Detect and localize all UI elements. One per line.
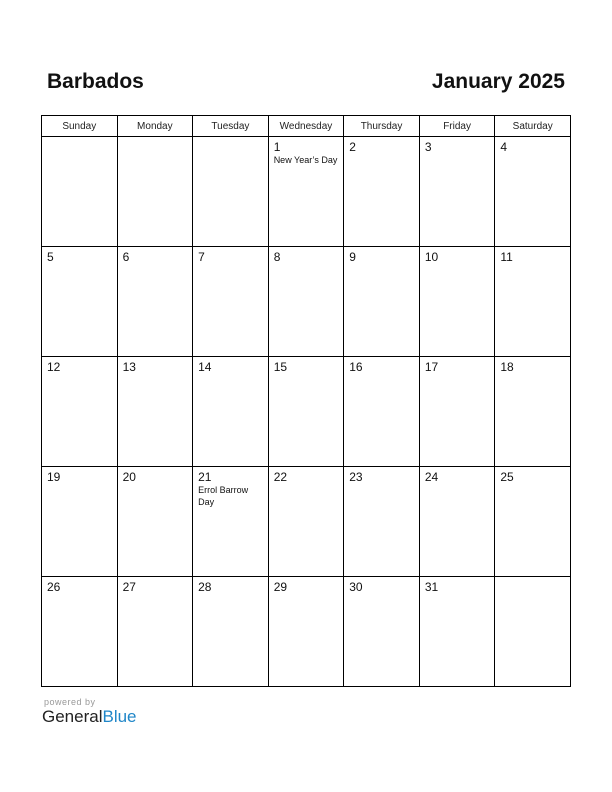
weekday-wednesday: Wednesday [268,116,344,137]
day-number: 16 [349,360,363,374]
day-cell [344,357,420,467]
day-cell [344,137,420,247]
day-cell [495,137,571,247]
day-number: 10 [424,250,439,264]
weekday-monday: Monday [117,116,193,137]
day-cell [344,247,420,357]
day-cell [117,467,193,577]
day-number: 6 [122,250,130,264]
day-number: 17 [424,360,439,374]
day-number: 25 [500,470,514,484]
day-number: 26 [47,580,61,594]
brand-blue-text: Blue [102,707,137,726]
day-cell [193,247,269,357]
day-number: 29 [273,580,288,594]
day-number: 24 [424,470,439,484]
day-number: 21 [198,470,212,484]
week-row [42,137,571,247]
day-number: 27 [122,580,136,594]
weekday-sunday: Sunday [42,116,118,137]
day-cell [193,137,269,247]
day-cell [268,577,344,687]
day-number: 14 [198,360,212,374]
day-number: 4 [500,140,508,154]
day-number: 31 [424,580,439,594]
weekday-header-row [42,116,571,137]
day-cell [117,247,193,357]
week-row [42,467,571,577]
day-number: 11 [500,250,513,264]
weekday-thursday: Thursday [344,116,420,137]
day-cell [495,247,571,357]
day-cell [344,577,420,687]
day-cell [42,247,118,357]
weekday-tuesday: Tuesday [193,116,269,137]
day-cell [193,467,269,577]
week-row [42,357,571,467]
day-cell [42,467,118,577]
day-cell [42,357,118,467]
day-number: 3 [424,140,432,154]
day-cell [419,357,495,467]
day-number: 8 [273,250,281,264]
day-number: 30 [349,580,363,594]
day-cell [495,467,571,577]
day-number: 5 [47,250,54,264]
day-cell [344,467,420,577]
holiday-label: New Year’s Day [273,155,338,165]
day-number: 1 [273,140,281,154]
calendar-body [42,137,571,687]
day-number: 12 [47,360,61,374]
generalblue-logo [42,707,137,727]
weekday-saturday: Saturday [495,116,571,137]
brand-general-text: General [42,707,103,726]
day-number: 7 [198,250,205,264]
day-cell [419,577,495,687]
powered-by-label: powered by [44,697,96,707]
day-cell [495,357,571,467]
day-number: 20 [122,470,136,484]
day-number: 22 [273,470,288,484]
week-row [42,577,571,687]
day-cell [419,467,495,577]
month-title: January 2025 [431,70,565,93]
day-cell [117,137,193,247]
day-cell [419,137,495,247]
day-number: 15 [273,360,288,374]
country-title: Barbados [47,70,144,93]
day-cell [419,247,495,357]
week-row [42,247,571,357]
day-cell [268,137,344,247]
day-cell [117,357,193,467]
calendar-grid [41,115,571,687]
day-cell [268,467,344,577]
day-cell [193,577,269,687]
day-number: 9 [349,250,356,264]
day-cell [193,357,269,467]
day-number: 2 [349,140,356,154]
day-cell [117,577,193,687]
weekday-friday: Friday [419,116,495,137]
day-number: 13 [122,360,136,374]
day-cell [42,577,118,687]
day-cell [42,137,118,247]
day-cell [495,577,571,687]
day-number: 19 [47,470,61,484]
footer-branding [42,697,137,727]
day-number: 18 [500,360,514,374]
day-number: 23 [349,470,363,484]
day-number: 28 [198,580,212,594]
day-cell [268,247,344,357]
day-cell [268,357,344,467]
holiday-label: Errol Barrow Day [198,485,249,507]
calendar-header [41,70,571,100]
